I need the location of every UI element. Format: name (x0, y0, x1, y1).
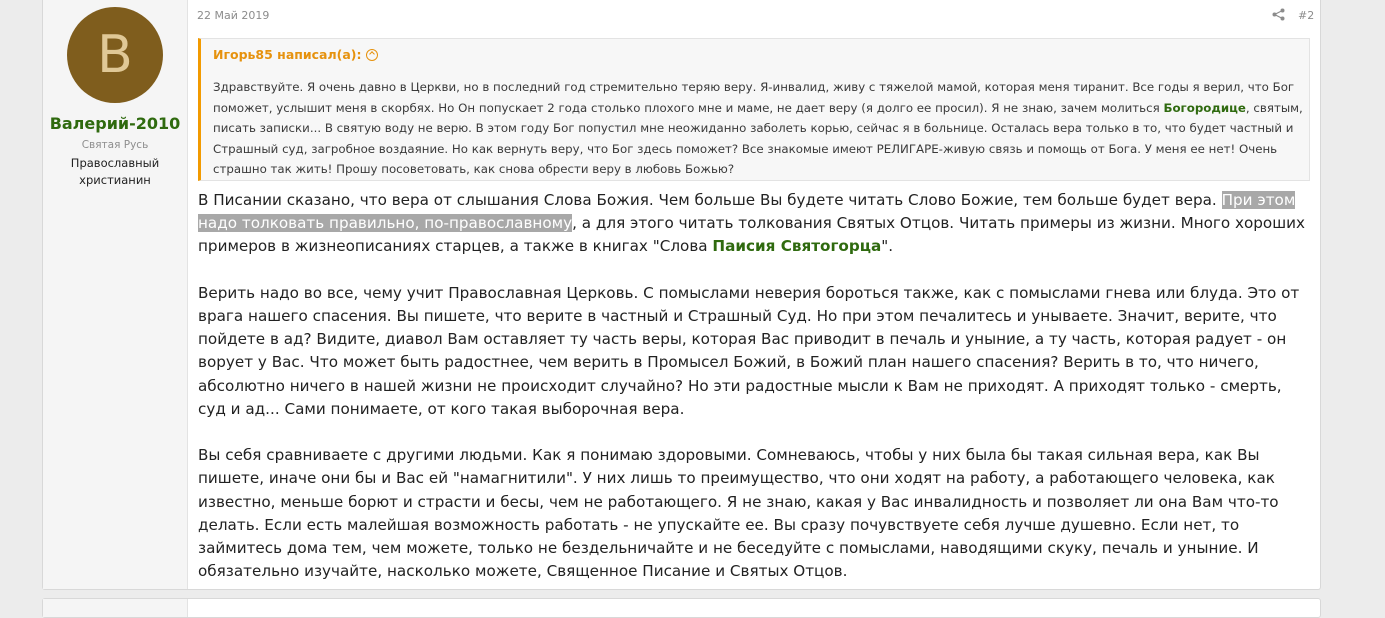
post-date[interactable]: 22 Май 2019 (197, 9, 270, 22)
message-paragraph: Верить надо во все, чему учит Православная Церковь. С помыслами неверия бороться также, как с помыслами гнева или блуда. Это от врага нашего спасения. Вы пишете, что верите в частный и Страшный Суд. Но при этом печалитесь и унываете. Значит, верите, что пойдете в ад? Видите, диавол Вам оставляет ту часть веры, которая Вас приводит в печаль и уныние, а ту часть, которая радует - он ворует у Вас. Что может быть радостнее, чем верить в Промысел Божий, в Божий план нашего спасения? Верить в то, что ничего, абсолютно ничего в нашей жизни не происходит случайно? Но эти радостные мысли к Вам не приходят. А приходят только - смерть, суд и ад... Сами понимаете, от кого такая выборочная вера. (198, 283, 1300, 418)
next-post-sidebar (43, 599, 188, 617)
message-text: , а для этого читать толкования Святых Отцов. Читать примеры из жизни. Много хороших примеров в жизнеописаниях старцев, а также в книгах "Слова (198, 214, 1305, 256)
paisiy-link[interactable]: Паисия Святогорца (712, 237, 882, 256)
quote-text (213, 77, 1303, 180)
selected-text: При этом надо толковать правильно, по-православному (198, 191, 1296, 233)
user-title: Святая Русь (81, 139, 149, 151)
quote-author[interactable]: Игорь85 написал(а): (213, 47, 362, 62)
next-post (42, 598, 1321, 618)
message-paragraph (198, 189, 1313, 259)
avatar[interactable]: B (67, 7, 163, 103)
quote-block (198, 38, 1310, 181)
quote-header[interactable] (213, 47, 378, 62)
quote-text-part: , святым, писать записки... В святую воду не верю. В этом году Бог попустил мне неожиданно заболеть корью, сейчас я в больнице. Осталась вера только в то, что будет частный и Страшный суд, загробное воздаяние. Но как вернуть веру, что Бог здесь поможет? Все знакомые имеют РЕЛИГАРЕ-живую связь и помощь от Бога. У меня ее нет! Очень страшно так жить! Прошу посоветовать, как снова обрести веру в любовь Божью? (213, 100, 1303, 176)
message-text: В Писании сказано, что вера от слышания Слова Божия. Чем больше Вы будете читать Слово Божие, тем больше будет вера. (198, 191, 1222, 209)
message-body (198, 189, 1313, 583)
message-paragraph: Вы себя сравниваете с другими людьми. Как я понимаю здоровыми. Сомневаюсь, чтобы у них была бы такая сильная вера, как Вы пишете, иначе они бы и Вас ей "намагнитили". У них лишь то преимущество, что они ходят на работу, а работающего человека, как известно, меньше борют и страсти и бесы, чем не работающего. Я не знаю, какая у Вас инвалидность и позволяет ли она Вам что-то делать. Если есть малейшая возможность работать - не упускайте ее. Вы сразу почувствуете себя лучше душевно. Если нет, то займитесь дома тем, чем можете, только не бездельничайте и не беседуйте с помыслами, наводящими скуку, печаль и уныние. И обязательно изучайте, насколько можете, Священное Писание и Святых Отцов. (198, 446, 1279, 581)
share-icon[interactable] (1272, 8, 1285, 21)
user-sidebar (43, 0, 188, 589)
arrow-up-circle-icon[interactable] (366, 49, 378, 61)
message-text: ". (881, 237, 894, 256)
forum-post (42, 0, 1321, 590)
username-link[interactable]: Валерий-2010 (49, 114, 181, 133)
quote-link-bogoroditse[interactable]: Богородице (1163, 100, 1246, 115)
post-number-link[interactable]: #2 (1298, 9, 1315, 22)
user-banner: Православный христианин (70, 156, 160, 187)
quote-text-part: Здравствуйте. Я очень давно в Церкви, но в последний год стремительно теряю веру. Я-инвалид, живу с тяжелой мамой, которая меня тиранит. Все годы я верил, что Бог поможет, услышит меня в скорбях. Но Он попускает 2 года столько плохого мне и маме, не дает веру (я долго ее просил). Я не знаю, зачем молиться (213, 80, 1295, 115)
